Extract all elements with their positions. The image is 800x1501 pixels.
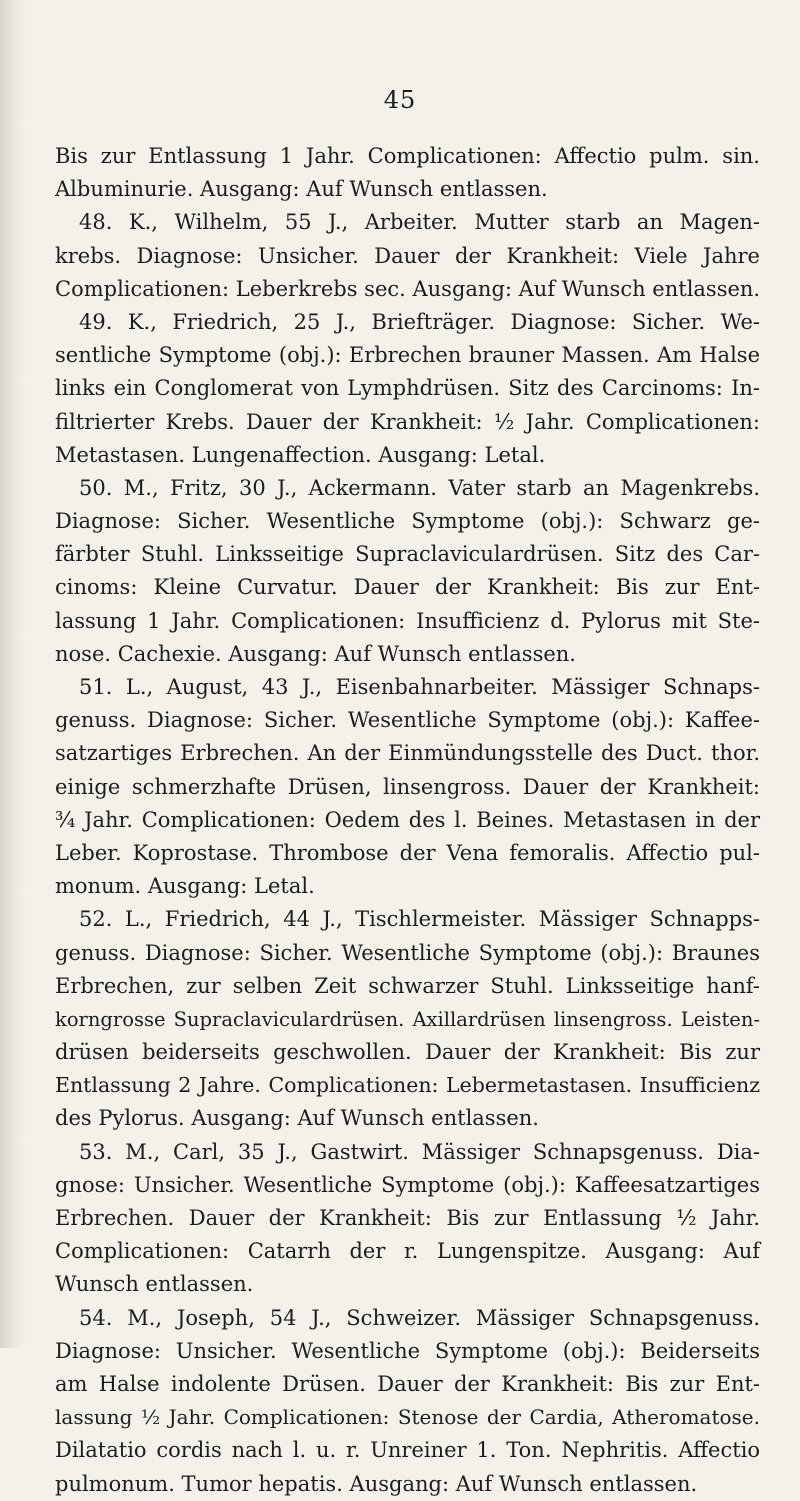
text-line: Diagnose: Unsicher. Wesentliche Symptome (obj.): Beiderseits <box>55 1338 760 1363</box>
text-line: Erbrechen. Dauer der Krankheit: Bis zur Entlassung ½ Jahr. <box>55 1206 760 1230</box>
text-line: färbter Stuhl. Linksseitige Supraclaviculardrüsen. Sitz des Car- <box>55 542 760 567</box>
text-line: krebs. Diagnose: Unsicher. Dauer der Krankheit: Viele Jahre <box>55 243 760 268</box>
text-line: Dilatatio cordis nach l. u. r. Unreiner 1. Ton. Nephritis. Affectio <box>55 1438 760 1463</box>
text-line: filtrierter Krebs. Dauer der Krankheit: ½ Jahr. Complicationen: <box>55 409 760 434</box>
text-line: 48. K., Wilhelm, 55 J., Arbeiter. Mutter starb an Magen- <box>79 210 760 235</box>
text-line: genuss. Diagnose: Sicher. Wesentliche Symptome (obj.): Braunes <box>55 940 760 965</box>
text-line: Complicationen: Catarrh der r. Lungenspitze. Ausgang: Auf <box>55 1239 760 1264</box>
text-line: 53. M., Carl, 35 J., Gastwirt. Mässiger Schnapsgenuss. Dia- <box>79 1139 760 1164</box>
text-body <box>55 140 760 1501</box>
text-line: Metastasen. Lungenaffection. Ausgang: Letal. <box>55 442 546 467</box>
text-line: Bis zur Entlassung 1 Jahr. Complicationen: Affectio pulm. sin. <box>55 144 760 168</box>
text-line: Erbrechen, zur selben Zeit schwarzer Stuhl. Linksseitige hanf- <box>55 973 760 998</box>
text-line: monum. Ausgang: Letal. <box>55 874 315 899</box>
text-line: Complicationen: Leberkrebs sec. Ausgang: Auf Wunsch entlassen. <box>55 276 761 301</box>
text-line: cinoms: Kleine Curvatur. Dauer der Krankheit: Bis zur Ent- <box>55 575 760 600</box>
text-line: sentliche Symptome (obj.): Erbrechen brauner Massen. Am Halse <box>55 343 760 368</box>
text-line: Diagnose: Sicher. Wesentliche Symptome (obj.): Schwarz ge- <box>55 509 760 534</box>
text-line: Albuminurie. Ausgang: Auf Wunsch entlassen. <box>55 177 548 202</box>
text-line: lassung ½ Jahr. Complicationen: Stenose der Cardia, Atheromatose. <box>55 1405 760 1430</box>
page-edge-shadow <box>0 0 26 1348</box>
text-line: am Halse indolente Drüsen. Dauer der Krankheit: Bis zur Ent- <box>55 1371 760 1396</box>
text-line: lassung 1 Jahr. Complicationen: Insufficienz d. Pylorus mit Ste- <box>55 608 760 633</box>
text-line: 54. M., Joseph, 54 J., Schweizer. Mässiger Schnapsgenuss. <box>79 1305 760 1330</box>
text-line: gnose: Unsicher. Wesentliche Symptome (obj.): Kaffeesatzartiges <box>55 1172 760 1197</box>
text-line: pulmonum. Tumor hepatis. Ausgang: Auf Wunsch entlassen. <box>55 1471 698 1496</box>
text-line: nose. Cachexie. Ausgang: Auf Wunsch entlassen. <box>55 641 576 666</box>
text-line: einige schmerzhafte Drüsen, linsengross. Dauer der Krankheit: <box>55 774 760 799</box>
text-line: Entlassung 2 Jahre. Complicationen: Lebermetastasen. Insufficienz <box>55 1073 760 1098</box>
text-line: 50. M., Fritz, 30 J., Ackermann. Vater starb an Magenkrebs. <box>79 475 760 500</box>
text-line: Leber. Koprostase. Thrombose der Vena femoralis. Affectio pul- <box>55 840 760 865</box>
text-line: links ein Conglomerat von Lymphdrüsen. Sitz des Carcinoms: In- <box>55 376 760 401</box>
text-line: genuss. Diagnose: Sicher. Wesentliche Symptome (obj.): Kaffee- <box>55 708 760 733</box>
text-line: satzartiges Erbrechen. An der Einmündungsstelle des Duct. thor. <box>55 741 760 766</box>
text-line: drüsen beiderseits geschwollen. Dauer der Krankheit: Bis zur <box>55 1040 760 1065</box>
text-line: Wunsch entlassen. <box>55 1272 254 1297</box>
text-line: ¾ Jahr. Complicationen: Oedem des l. Beines. Metastasen in der <box>55 807 760 832</box>
page-number: 45 <box>383 86 417 114</box>
text-line: korngrosse Supraclaviculardrüsen. Axillardrüsen linsengross. Leisten- <box>55 1007 760 1031</box>
text-line: 51. L., August, 43 J., Eisenbahnarbeiter. Mässiger Schnaps- <box>79 675 760 699</box>
text-line: 49. K., Friedrich, 25 J., Briefträger. Diagnose: Sicher. We- <box>79 309 760 334</box>
text-line: des Pylorus. Ausgang: Auf Wunsch entlassen. <box>55 1106 539 1131</box>
text-line: 52. L., Friedrich, 44 J., Tischlermeister. Mässiger Schnapps- <box>79 907 760 932</box>
